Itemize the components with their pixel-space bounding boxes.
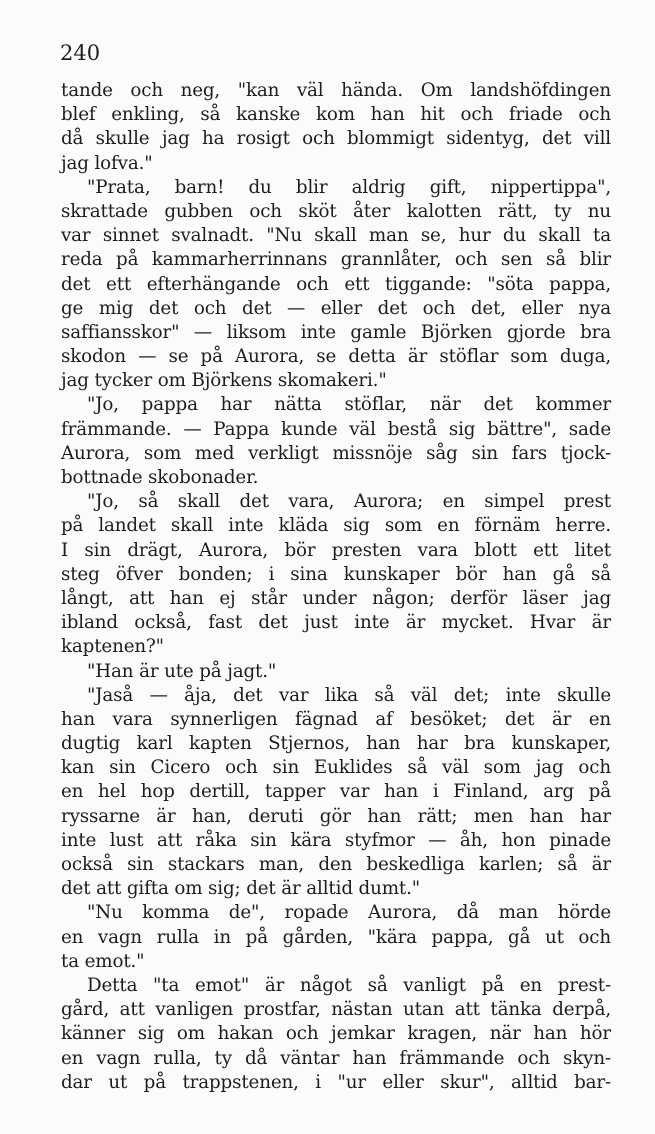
text-line: långt, att han ej står under någon; derför läser jag	[61, 587, 611, 609]
text-line: ge mig det och det — eller det och det, eller nya	[61, 297, 611, 319]
text-line: blef enkling, så kanske kom han hit och friade och	[61, 104, 611, 126]
text-line: känner sig om hakan och jemkar kragen, när han hör	[61, 1023, 611, 1045]
text-line: främmande. — Pappa kunde väl bestå sig bättre", sade	[61, 418, 611, 440]
text-line: "Jaså — åja, det var lika så väl det; inte skulle	[87, 684, 611, 706]
text-line: han vara synnerligen fägnad af besöket; det är en	[61, 708, 611, 730]
text-line: tande och neg, "kan väl hända. Om landshöfdingen	[61, 80, 611, 101]
text-line: I sin drägt, Aurora, bör presten vara blott ett litet	[61, 539, 611, 561]
text-line: "Han är ute på jagt."	[87, 660, 277, 682]
text-line: saffiansskor" — liksom inte gamle Björken gjorde bra	[61, 321, 611, 343]
text-line: en hel hop dertill, tapper var han i Finland, arg på	[61, 781, 611, 803]
text-line: en vagn rulla, ty då väntar han främmande och skyn-	[61, 1047, 611, 1069]
page-number: 240	[60, 41, 101, 65]
text-line: det att gifta om sig; det är alltid dumt."	[61, 878, 421, 900]
text-line: var sinnet svalnadt. "Nu skall man se, hur du skall ta	[61, 225, 611, 247]
text-line: en vagn rulla in på gården, "kära pappa, gå ut och	[61, 926, 611, 948]
text-line: "Nu komma de", ropade Aurora, då man hörde	[87, 902, 611, 924]
text-line: inte lust att råka sin kära styfmor — åh, hon pinade	[61, 829, 611, 851]
text-line: reda på kammarherrinnans grannlåter, och sen så blir	[61, 249, 611, 271]
text-line: ryssarne är han, deruti gör han rätt; men han har	[61, 805, 611, 827]
text-line: kan sin Cicero och sin Euklides så väl som jag och	[61, 757, 611, 779]
text-line: skrattade gubben och sköt åter kalotten rätt, ty nu	[61, 200, 611, 222]
text-line: steg öfver bonden; i sina kunskaper bör han gå så	[61, 563, 611, 585]
text-line: "Prata, barn! du blir aldrig gift, nippertippa",	[87, 176, 611, 198]
text-line: dar ut på trappstenen, i "ur eller skur", alltid bar-	[61, 1071, 611, 1093]
text-line: ibland också, fast det just inte är mycket. Hvar är	[61, 612, 611, 634]
text-line: ta emot."	[61, 950, 145, 972]
text-line: "Jo, så skall det vara, Aurora; en simpel prest	[87, 491, 611, 513]
text-line: på landet skall inte kläda sig som en förnäm herre.	[61, 515, 611, 537]
text-line: skodon — se på Aurora, se detta är stöflar som duga,	[61, 346, 611, 368]
text-line: jag lofva."	[61, 152, 153, 174]
text-line: dugtig karl kapten Stjernos, han har bra kunskaper,	[61, 733, 611, 755]
text-line: "Jo, pappa har nätta stöflar, när det kommer	[87, 394, 611, 416]
text-line: jag tycker om Björkens skomakeri."	[61, 370, 387, 392]
text-line: Detta "ta emot" är något så vanligt på en prest-	[87, 974, 611, 996]
text-line: kaptenen?"	[61, 636, 164, 658]
text-line: gård, att vanligen prostfar, nästan utan att tänka derpå,	[61, 999, 611, 1021]
text-line: Aurora, som med verkligt missnöje såg sin fars tjock-	[61, 442, 611, 464]
text-line: bottnade skobonader.	[61, 467, 259, 488]
text-line: då skulle jag ha rosigt och blommigt sidentyg, det vill	[61, 128, 611, 150]
text-line: också sin stackars man, den beskedliga karlen; så är	[61, 854, 611, 875]
body-text	[61, 79, 611, 1095]
text-line: det ett efterhängande och ett tiggande: "söta pappa,	[61, 273, 611, 295]
